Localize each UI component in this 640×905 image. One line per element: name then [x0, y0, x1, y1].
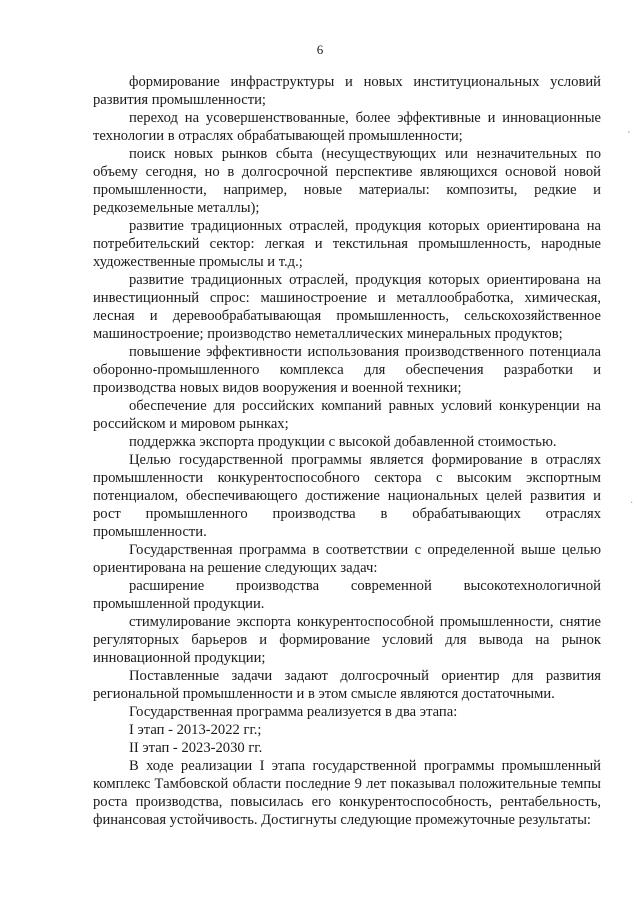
paragraph-13: Поставленные задачи задают долгосрочный ориентир для развития региональной промышленности и в этом смысле являются достаточными. — [93, 668, 601, 702]
paragraph-16: II этап - 2023-2030 гг. — [129, 740, 263, 756]
paragraph-6: повышение эффективности использования производственного потенциала оборонно-промышленного комплекса для обеспечения разработки и производства новых видов вооружения и военной техники; — [93, 344, 601, 396]
paragraph-1: формирование инфраструктуры и новых институциональных условий развития промышленности; — [93, 74, 601, 108]
paragraph-14: Государственная программа реализуется в два этапа: — [129, 704, 458, 720]
paragraph-9: Целью государственной программы является формирование в отраслях промышленности конкурентоспособного сектора с высоким экспортным потенциалом, обеспечивающего достижение национальных целей развития и рост промышленного производства в обрабатывающих отраслях промышленности. — [93, 452, 601, 540]
page-number: 6 — [316, 42, 324, 57]
paragraph-15: I этап - 2013-2022 гг.; — [129, 722, 262, 738]
paragraph-17: В ходе реализации I этапа государственной программы промышленный комплекс Тамбовской области последние 9 лет показывал положительные темпы роста производства, повысилась его конкурентоспособность, рентабельность, финансовая устойчивость. Достигнуты следующие промежуточные результаты: — [93, 758, 601, 828]
paragraph-7: обеспечение для российских компаний равных условий конкуренции на российском и мировом рынках; — [93, 398, 601, 432]
paragraph-2: переход на усовершенствованные, более эффективные и инновационные технологии в отраслях обрабатывающей промышленности; — [93, 110, 601, 144]
paragraph-12: стимулирование экспорта конкурентоспособной промышленности, снятие регуляторных барьеров и формирование условий для вывода на рынок инновационной продукции; — [93, 614, 601, 666]
paragraph-3: поиск новых рынков сбыта (несуществующих или незначительных по объему сегодня, но в долгосрочной перспективе являющихся основой новой промышленности, например, новые материалы: композиты, редкие и редкоземельные металлы); — [93, 146, 601, 216]
paragraph-11: расширение производства современной высокотехнологичной промышленной продукции. — [93, 578, 601, 612]
paragraph-5: развитие традиционных отраслей, продукция которых ориентирована на инвестиционный спрос: машиностроение и металлообработка, химическая, лесная и деревообрабатывающая промышленность, сельскохозяйственное машиностроение; производство неметаллических минеральных продуктов; — [93, 272, 601, 342]
scan-artifact-mark: · — [630, 498, 634, 509]
paragraph-4: развитие традиционных отраслей, продукция которых ориентирована на потребительский сектор: легкая и текстильная промышленность, народные художественные промыслы и т.д.; — [93, 218, 601, 270]
paragraph-10: Государственная программа в соответствии с определенной выше целью ориентирована на решение следующих задач: — [93, 542, 601, 576]
scan-artifact-mark: ' — [628, 130, 630, 141]
document-body — [93, 73, 601, 829]
paragraph-8: поддержка экспорта продукции с высокой добавленной стоимостью. — [129, 434, 557, 450]
